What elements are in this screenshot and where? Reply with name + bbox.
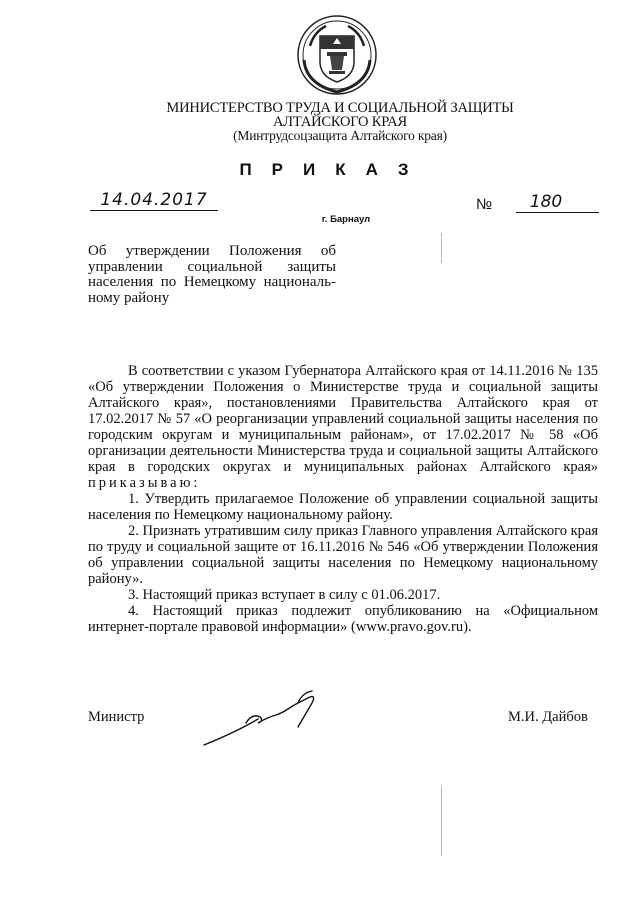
order-word: приказываю: (88, 475, 201, 491)
signatory-position: Министр (88, 709, 145, 725)
number-underline (516, 212, 599, 213)
preamble-text: В соответствии с указом Губернатора Алтайского края от 14.11.2016 № 135 «Об утверждении Положения о Министерстве труда и социальной защиты Алтайского края», постановлениями Правительства Алтайского края от 17.02.2017 № 57 «О реорганизации управлений социальной защиты населения по городским округам и муниципальным районам», от 17.02.2017 № 58 «Об организации деятельности Министерства труда и социальной защиты Алтайского края в городских округах и муниципальных районах Алтайского края» (88, 363, 598, 475)
order-item-4: 4. Настоящий приказ подлежит опубликованию на «Официальном интернет-портале правовой информации» (www.pravo.gov.ru). (88, 603, 598, 635)
ministry-name-line1: МИНИСТЕРСТВО ТРУДА И СОЦИАЛЬНОЙ ЗАЩИТЫ (166, 100, 514, 116)
signatory-name: М.И. Дайбов (508, 709, 588, 725)
order-date: 14.04.2017 (100, 190, 208, 210)
scan-artifact-line (441, 233, 442, 263)
preamble-paragraph (88, 363, 598, 491)
order-number: 180 (529, 192, 563, 212)
order-item-3: 3. Настоящий приказ вступает в силу с 01.06.2017. (128, 587, 441, 603)
number-label: № (476, 196, 493, 213)
ministry-short-name: (Минтрудсоцзащита Алтайского края) (233, 128, 447, 143)
document-title: ПРИКАЗ (239, 160, 429, 179)
scan-artifact-line (441, 786, 442, 856)
city: г. Барнаул (321, 214, 371, 225)
altai-coat-of-arms-icon (296, 14, 378, 96)
order-item-2: 2. Признать утратившим силу приказ Главного управления Алтайского края по труду и социальной защите от 16.11.2016 № 546 «Об утверждении Положения об управлении социальной защиты населения по Немецкому национальному району». (88, 523, 598, 587)
order-subject: Об утверждении Положения об управлении социальной защиты населения по Немецкому националь-ному району (88, 243, 336, 306)
ministry-name-line2: АЛТАЙСКОГО КРАЯ (273, 114, 407, 130)
order-item-1: 1. Утвердить прилагаемое Положение об управлении социальной защиты населения по Немецкому национальному району. (88, 491, 598, 523)
order-body (88, 363, 598, 635)
handwritten-signature (198, 683, 318, 755)
date-underline (90, 210, 218, 211)
